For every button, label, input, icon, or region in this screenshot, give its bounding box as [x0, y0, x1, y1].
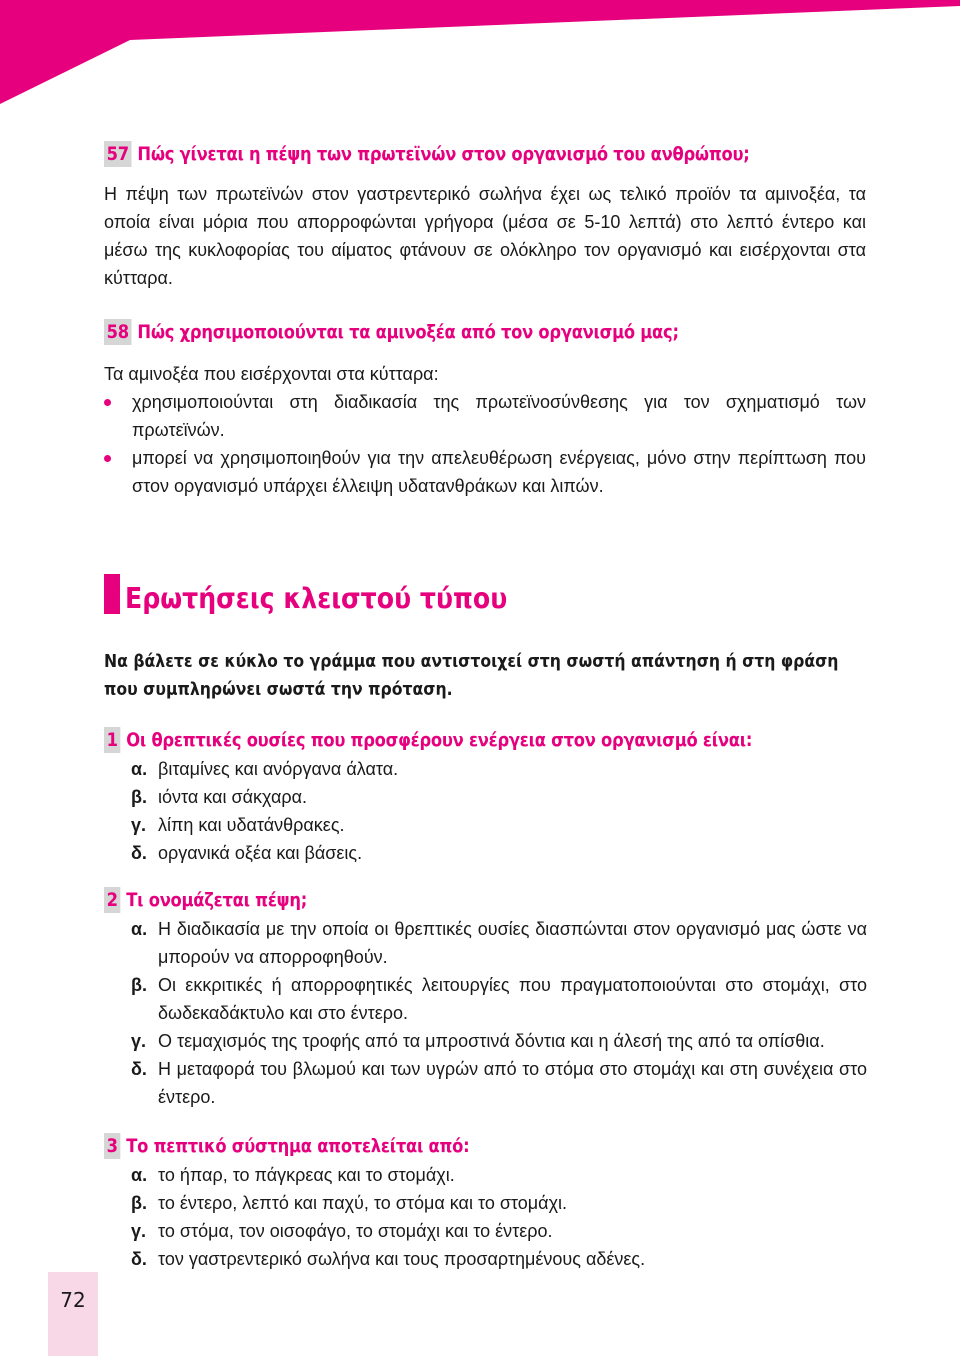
question-number: 58 [104, 319, 131, 345]
question-number: 2 [104, 887, 120, 913]
option-letter: β. [131, 975, 147, 995]
answer-option[interactable] [131, 971, 867, 1027]
bullet-icon [104, 399, 111, 406]
question-title: Το πεπτικό σύστημα αποτελείται από: [126, 1135, 470, 1157]
option-letter: α. [131, 759, 148, 779]
option-letter: α. [131, 1165, 148, 1185]
answer-option[interactable] [131, 1217, 867, 1245]
option-text: Οι εκκριτικές ή απορροφητικές λειτουργίες που πραγματοποιούνται στο στομάχι, στο δωδεκαδάκτυλο και στο έντερο. [158, 975, 867, 1023]
list-item [104, 444, 866, 500]
question-number: 3 [104, 1133, 120, 1159]
option-letter: α. [131, 919, 148, 939]
option-text: Η μεταφορά του βλωμού και των υγρών από το στόμα στο στομάχι και στη συνέχεια στο έντερο. [158, 1059, 867, 1107]
answer-option[interactable] [131, 783, 867, 811]
question-number: 1 [104, 727, 120, 753]
option-letter: δ. [131, 1059, 147, 1079]
option-text: οργανικά οξέα και βάσεις. [158, 843, 363, 863]
header-banner [0, 0, 960, 110]
question-58-intro: Τα αμινοξέα που εισέρχονται στα κύτταρα: [104, 364, 439, 384]
section-marker [104, 574, 120, 614]
list-item-text: μπορεί να χρησιμοποιηθούν για την απελευθέρωση ενέργειας, μόνο στην περίπτωση που στον οργανισμό υπάρχει έλλειψη υδατανθράκων και λιπών. [132, 448, 866, 496]
question-title: Οι θρεπτικές ουσίες που προσφέρουν ενέργεια στον οργανισμό είναι: [126, 729, 753, 751]
answer-option[interactable] [131, 1189, 867, 1217]
question-title: Τι ονομάζεται πέψη; [126, 889, 308, 911]
option-text: το ήπαρ, το πάγκρεας και το στομάχι. [158, 1165, 455, 1185]
option-text: λίπη και υδατάνθρακες. [158, 815, 345, 835]
question-title: Πώς χρησιμοποιούνται τα αμινοξέα από τον οργανισμό μας; [137, 321, 679, 343]
option-letter: β. [131, 787, 147, 807]
answer-option[interactable] [131, 1161, 867, 1189]
option-text: ιόντα και σάκχαρα. [158, 787, 307, 807]
question-title: Πώς γίνεται η πέψη των πρωτεϊνών στον οργανισμό του ανθρώπου; [137, 143, 750, 165]
list-item-text: χρησιμοποιούνται στη διαδικασία της πρωτεϊνοσύνθεσης για τον σχηματισμό των πρωτεϊνών. [132, 392, 866, 440]
answer-option[interactable] [131, 1055, 867, 1111]
answer-option[interactable] [131, 1027, 867, 1055]
page-number: 72 [60, 1288, 86, 1312]
page-number-box [48, 1272, 98, 1356]
option-text: Η διαδικασία με την οποία οι θρεπτικές ουσίες διασπώνται στον οργανισμό μας ώστε να μπορούν να απορροφηθούν. [158, 919, 867, 967]
mc-question-3-heading [104, 1133, 469, 1159]
answer-option[interactable] [131, 839, 867, 867]
option-text: το στόμα, τον οισοφάγο, το στομάχι και το έντερο. [158, 1221, 553, 1241]
option-text: βιταμίνες και ανόργανα άλατα. [158, 759, 399, 779]
question-number: 57 [104, 141, 131, 167]
question-58-heading [104, 319, 679, 345]
option-letter: δ. [131, 843, 147, 863]
question-57-answer: Η πέψη των πρωτεϊνών στον γαστρεντερικό σωλήνα έχει ως τελικό προϊόν τα αμινοξέα, τα οποία είναι μόρια που απορροφώνται γρήγορα (μέσα σε 5-10 λεπτά) στο λεπτό έντερο και μέσω της κυκλοφορίας του αίματος φτάνουν σε ολόκληρο τον οργανισμό και εισέρχονται στα κύτταρα. [104, 184, 866, 288]
option-letter: γ. [131, 1031, 147, 1051]
mc-question-1-heading [104, 727, 752, 753]
list-item [104, 388, 866, 444]
option-text: τον γαστρεντερικό σωλήνα και τους προσαρτημένους αδένες. [158, 1249, 646, 1269]
option-text: Ο τεμαχισμός της τροφής από τα μπροστινά δόντια και η άλεσή της από τα οπίσθια. [158, 1031, 825, 1051]
option-letter: δ. [131, 1249, 147, 1269]
answer-option[interactable] [131, 755, 867, 783]
answer-option[interactable] [131, 811, 867, 839]
question-57-heading [104, 141, 750, 167]
answer-option[interactable] [131, 1245, 867, 1273]
bullet-icon [104, 455, 111, 462]
section-instruction: Να βάλετε σε κύκλο το γράμμα που αντιστοιχεί στη σωστή απάντηση ή στη φράση που συμπληρώνει σωστά την πρόταση. [104, 651, 839, 700]
mc-question-2-heading [104, 887, 307, 913]
option-text: το έντερο, λεπτό και παχύ, το στόμα και το στομάχι. [158, 1193, 568, 1213]
option-letter: γ. [131, 1221, 147, 1241]
section-title: Ερωτήσεις κλειστού τύπου [125, 582, 508, 615]
answer-option[interactable] [131, 915, 867, 971]
option-letter: γ. [131, 815, 147, 835]
option-letter: β. [131, 1193, 147, 1213]
